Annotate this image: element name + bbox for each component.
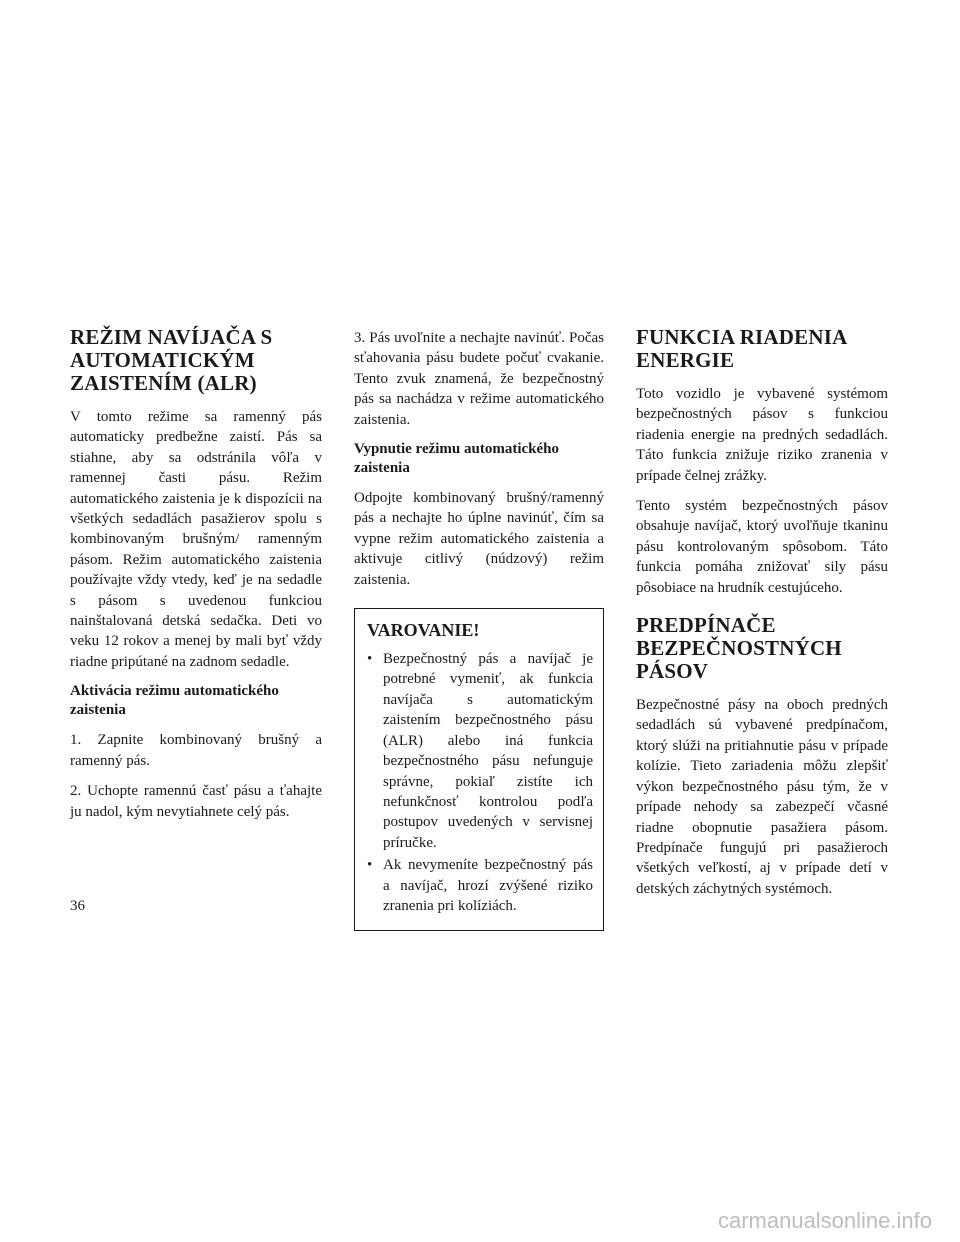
subheading-activation: Aktivácia režimu automatického zaistenia [70,683,279,719]
section-heading-alr: REŽIM NAVÍJAČA S AUTOMATICKÝM ZAISTENÍM (ALR) [70,325,273,395]
step-2: 2. Uchopte ramennú časť pásu a ťahajte ju nadol, kým nevytiahnete celý pás. [70,783,322,820]
warning-list [367,649,593,916]
subheading-deactivation: Vypnutie režimu automatického zaistenia [354,441,560,477]
step-1: 1. Zapnite kombinovaný brušný a ramenný pás. [70,732,322,769]
energy-text-1: Toto vozidlo je vybavené systémom bezpečnostných pásov s funkciou riadenia energie na predných sedadlách. Táto funkcia znižuje riziko zranenia v prípade čelnej zrážky. [636,386,888,484]
deactivation-text: Odpojte kombinovaný brušný/ramenný pás a nechajte ho úplne navinúť, čím sa vypne režim automatického zaistenia a aktivuje citlivý (núdzový) režim zaistenia. [354,490,604,588]
warning-title: VAROVANIE! [367,620,480,641]
page-number: 36 [70,898,85,914]
column-right [636,326,888,909]
section-heading-pretensioners: PREDPÍNAČE BEZPEČNOSTNÝCH PÁSOV [636,613,842,684]
column-middle [354,328,604,931]
warning-item-text: Bezpečnostný pás a navíjač je potrebné vymeniť, ak funkcia navíjača s automatickým zaistením bezpečnostného pásu (ALR) alebo iná funkcia bezpečnostného pásu nefunguje správne, pokiaľ zistíte ich nefunkčnosť kontrolou podľa postupov uvedených v servisnej príručke. [383,651,593,851]
warning-item-text: Ak nevymeníte bezpečnostný pás a navíjač, hrozí zvýšené riziko zranenia pri kolíziách. [383,857,593,914]
step-3: 3. Pás uvoľnite a nechajte navinúť. Počas sťahovania pásu budete počuť cvakanie. Tento zvuk znamená, že bezpečnostný pás sa nachádza v režime automatického zaistenia. [354,330,604,428]
column-left [70,326,322,832]
alr-description: V tomto režime sa ramenný pás automaticky predbežne zaistí. Pás sa stiahne, aby sa odstránila vôľa v ramennej časti pásu. Režim automatického zaistenia je k dispozícii na všetkých sedadlách pasažierov spolu s kombinovaným brušným/ ramenným pásom. Režim automatického zaistenia používajte vždy vtedy, keď je na sedadle s pásom s uvedenou funkciou nainštalovaná detská sedačka. Deti vo veku 12 rokov a menej by mali byť vždy riadne pripútané na zadnom sedadle. [70,409,322,670]
warning-item [367,649,593,853]
pretensioners-text: Bezpečnostné pásy na oboch predných sedadlách sú vybavené predpínačom, ktorý slúži na pritiahnutie pásu v prípade kolízie. Tieto zariadenia môžu zlepšiť výkon bezpečnostného pásu tým, že v prípade nehody sa zabezpečí včasné riadne obopnutie pasažiera pásom. Predpínače fungujú pri pasažieroch všetkých veľkostí, aj v prípade detí v detských záchytných systémoch. [636,697,888,897]
section-heading-energy: FUNKCIA RIADENIA ENERGIE [636,325,847,372]
warning-box [354,608,604,931]
energy-text-2: Tento systém bezpečnostných pásov obsahuje navíjač, ktorý uvoľňuje tkaninu pásu kontrolovaným spôsobom. Táto funkcia pomáha znižovať sily pásu pôsobiace na hrudník cestujúceho. [636,498,888,596]
bullet-icon: • [367,651,373,668]
warning-item [367,855,593,916]
bullet-icon: • [367,857,373,874]
watermark: carmanualsonline.info [717,1208,932,1233]
